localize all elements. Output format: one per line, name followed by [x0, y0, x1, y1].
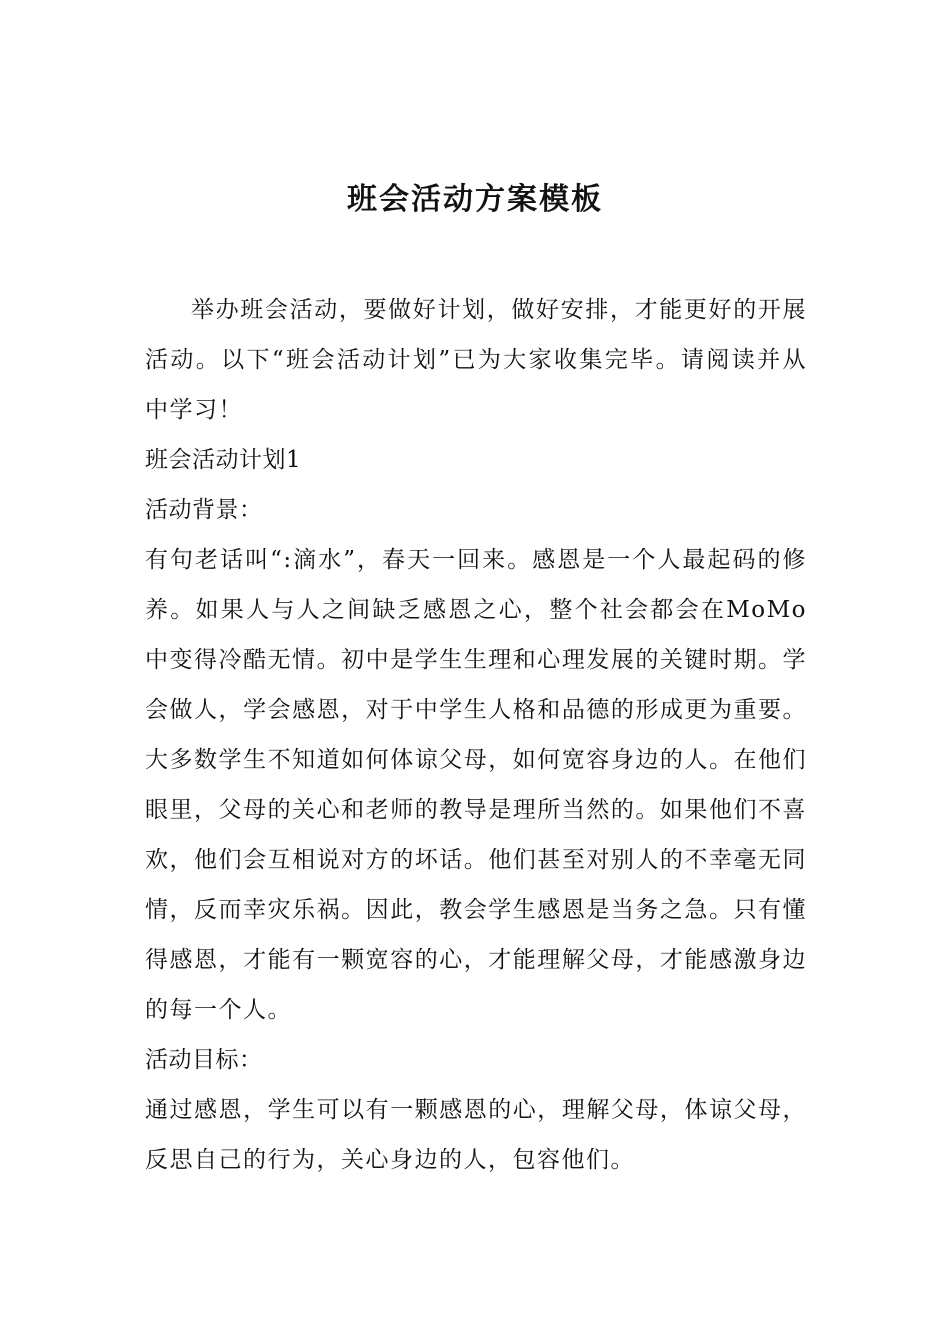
goal-paragraph: 通过感恩，学生可以有一颗感恩的心，理解父母，体谅父母，反思自己的行为，关心身边的人，包容他们。 — [145, 1097, 807, 1173]
background-paragraph: 有句老话叫“:滴水”，春天一回来。感恩是一个人最起码的修养。如果人与人之间缺乏感恩之心，整个社会都会在MoMo中变得冷酷无情。初中是学生生理和心理发展的关键时期。学会做人，学会感恩，对于中学生人格和品德的形成更为重要。大多数学生不知道如何体谅父母，如何宽容身边的人。在他们眼里，父母的关心和老师的教导是理所当然的。如果他们不喜欢，他们会互相说对方的坏话。他们甚至对别人的不幸毫无同情，反而幸灾乐祸。因此，教会学生感恩是当务之急。只有懂得感恩，才能有一颗宽容的心，才能理解父母，才能感激身边的每一个人。 — [145, 547, 807, 1023]
document-body — [145, 285, 807, 1185]
intro-paragraph: 举办班会活动，要做好计划，做好安排，才能更好的开展活动。以下“班会活动计划”已为大家收集完毕。请阅读并从中学习！ — [145, 297, 807, 423]
document-title: 班会活动方案模板 — [347, 182, 603, 218]
plan-heading: 班会活动计划1 — [145, 447, 302, 473]
background-label: 活动背景： — [145, 497, 263, 523]
goal-label: 活动目标： — [145, 1047, 263, 1073]
